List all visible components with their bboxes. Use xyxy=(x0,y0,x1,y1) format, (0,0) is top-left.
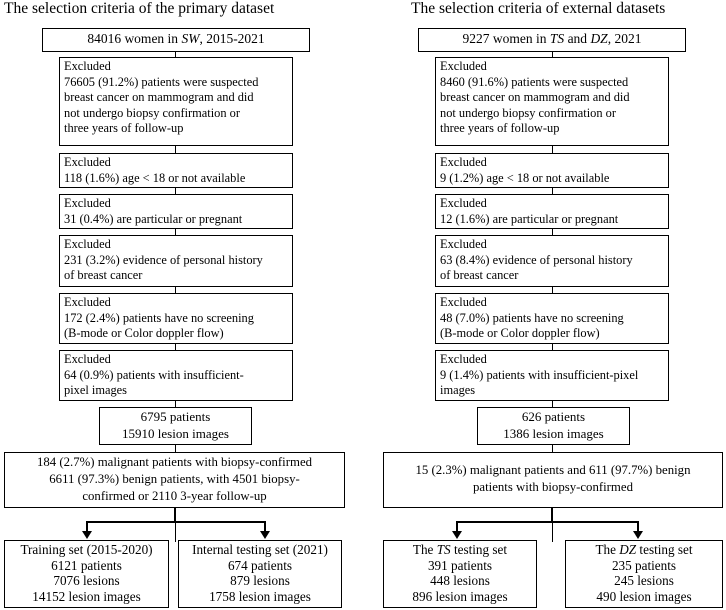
right-split-drop-1 xyxy=(456,521,458,531)
left-population-site: SW xyxy=(181,31,200,46)
left-exclusion-6: Excluded 64 (0.9%) patients with insufficient- pixel images xyxy=(59,350,293,401)
right-population-prefix: 9227 women in xyxy=(462,31,550,46)
left-split-drop-1 xyxy=(86,521,88,531)
right-arrowhead-2 xyxy=(633,531,643,539)
left-training-set-box: Training set (2015-2020) 6121 patients 7076 lesions 14152 lesion images xyxy=(4,540,169,608)
left-population-box xyxy=(42,28,310,52)
right-exclusion-3: Excluded 12 (1.6%) are particular or pregnant xyxy=(435,194,669,229)
right-exclusion-2: Excluded 9 (1.2%) age < 18 or not available xyxy=(435,153,669,188)
right-patients-box: 626 patients 1386 lesion images xyxy=(477,407,630,445)
right-population-site-1: TS xyxy=(549,31,565,46)
dz-site-label: DZ xyxy=(619,542,637,557)
right-diagnosis-split-box: 15 (2.3%) malignant patients and 611 (97.7%) benign patients with biopsy-confirmed xyxy=(383,452,723,508)
right-ts-testing-box: The TS testing set 391 patients 448 lesions 896 lesion images xyxy=(383,540,537,608)
right-population-site-2: DZ xyxy=(590,31,608,46)
left-arrowhead-2 xyxy=(260,531,270,539)
left-patients-box: 6795 patients 15910 lesion images xyxy=(99,407,252,445)
right-dz-testing-box: The DZ testing set 235 patients 245 lesions 490 lesion images xyxy=(565,540,723,608)
left-split-stem xyxy=(174,508,176,522)
left-title: The selection criteria of the primary dataset xyxy=(4,0,275,17)
left-split-drop-2 xyxy=(264,521,266,531)
ts-site-label: TS xyxy=(436,542,451,557)
left-diagnosis-split-box: 184 (2.7%) malignant patients with biopsy-confirmed 6611 (97.3%) benign patients, with 4501 biopsy- confirmed or 2110 3-year follow-up xyxy=(4,452,345,508)
right-title: The selection criteria of external datasets xyxy=(411,0,666,17)
left-population-suffix: , 2015-2021 xyxy=(199,31,265,46)
left-exclusion-5: Excluded 172 (2.4%) patients have no screening (B-mode or Color doppler flow) xyxy=(59,293,293,344)
right-split-drop-2 xyxy=(637,521,639,531)
right-arrowhead-1 xyxy=(452,531,462,539)
left-arrowhead-1 xyxy=(82,531,92,539)
right-exclusion-1: Excluded 8460 (91.6%) patients were suspected breast cancer on mammogram and did not undergo biopsy confirmation or three years of follow-up xyxy=(435,57,669,146)
left-exclusion-3: Excluded 31 (0.4%) are particular or pregnant xyxy=(59,194,293,229)
right-population-suffix: , 2021 xyxy=(607,31,642,46)
right-split-bar xyxy=(456,521,639,523)
right-exclusion-6: Excluded 9 (1.4%) patients with insufficient-pixel images xyxy=(435,350,669,401)
left-internal-testing-box: Internal testing set (2021) 674 patients 879 lesions 1758 lesion images xyxy=(178,540,342,608)
right-split-stem xyxy=(551,508,553,522)
right-population-mid: and xyxy=(564,31,591,46)
right-population-box xyxy=(418,28,686,52)
right-exclusion-5: Excluded 48 (7.0%) patients have no screening (B-mode or Color doppler flow) xyxy=(435,293,669,344)
left-population-prefix: 84016 women in xyxy=(87,31,182,46)
left-exclusion-4: Excluded 231 (3.2%) evidence of personal history of breast cancer xyxy=(59,235,293,287)
left-exclusion-2: Excluded 118 (1.6%) age < 18 or not available xyxy=(59,153,293,188)
right-exclusion-4: Excluded 63 (8.4%) evidence of personal history of breast cancer xyxy=(435,235,669,287)
left-split-bar xyxy=(86,521,266,523)
left-exclusion-1: Excluded 76605 (91.2%) patients were suspected breast cancer on mammogram and did not undergo biopsy confirmation or three years of follow-up xyxy=(59,57,293,146)
